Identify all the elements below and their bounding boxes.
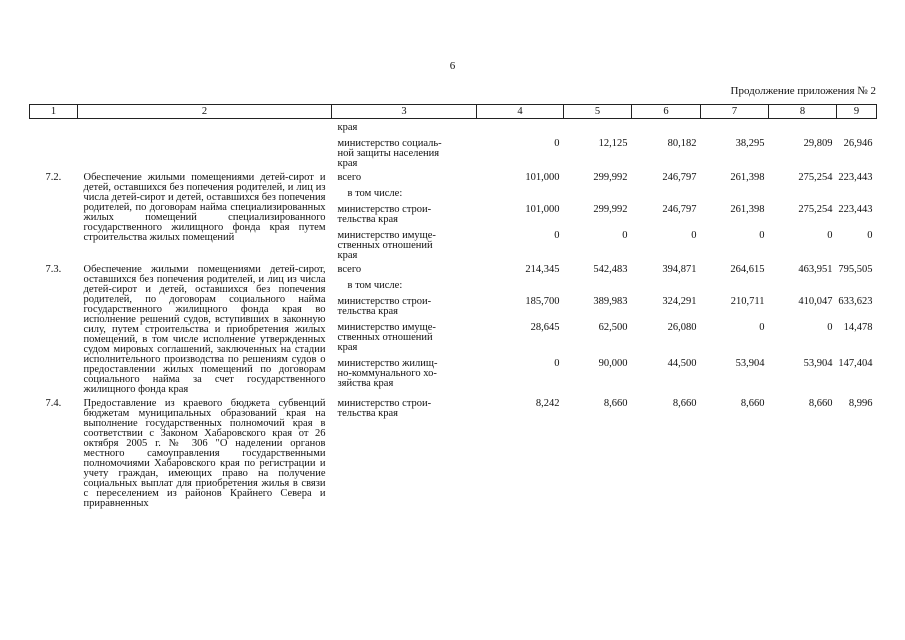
value-block: 264,615 [730, 264, 765, 275]
value-block: 44,500 [667, 358, 697, 369]
value-block [837, 281, 873, 291]
value-cell [769, 169, 837, 261]
value-spacer [632, 123, 697, 133]
table-row [30, 261, 877, 395]
item-description-cell [78, 119, 332, 170]
recipient-label: министерство имуще- ственных отношений края [337, 230, 436, 261]
recipient-cell [332, 119, 477, 170]
value-block [632, 281, 697, 291]
value-cell [477, 261, 564, 395]
item-number-cell: 7.3. [45, 264, 62, 275]
value-block: 8,242 [535, 398, 560, 409]
item-description-cell: Обеспечение жилыми помещениями детей-сирот и детей, оставшихся без попечения родителей, и лиц из числа детей-сирот и детей, оставшихся без попечения родителей, по договорам найма специализированных жилых помещений специализированного государственного жилищного фонда края путем строительства жилых помещений [83, 172, 326, 243]
value-block: 214,345 [525, 264, 560, 275]
value-block: 394,871 [662, 264, 697, 275]
recipient-label: министерство социаль- ной защиты населения края [337, 138, 442, 169]
value-block: 246,797 [662, 172, 697, 183]
value-cell [837, 395, 877, 509]
value-block: 185,700 [525, 296, 560, 307]
value-cell [632, 261, 701, 395]
value-block: 275,254 [798, 172, 833, 183]
value-block: 0 [554, 358, 560, 369]
column-header-2: 2 [78, 105, 332, 119]
value-block [564, 281, 628, 291]
value-block: 0 [827, 322, 833, 333]
value-cell [701, 261, 769, 395]
value-block: 29,809 [803, 138, 833, 149]
value-block: 261,398 [730, 172, 765, 183]
value-block: 8,660 [672, 398, 697, 409]
value-block: 62,500 [598, 322, 628, 333]
column-header-5: 5 [564, 105, 632, 119]
value-block: 53,904 [803, 358, 833, 369]
column-header-6: 6 [632, 105, 701, 119]
recipient-label: всего [337, 172, 362, 183]
column-header-7: 7 [701, 105, 769, 119]
value-cell [837, 261, 877, 395]
recipient-cell [332, 169, 477, 261]
item-number-cell [30, 119, 78, 170]
value-block: 223,443 [838, 172, 873, 183]
value-block: 26,080 [667, 322, 697, 333]
value-block [632, 189, 697, 199]
column-number-row [30, 105, 877, 119]
value-block [769, 281, 833, 291]
value-block: 795,505 [838, 264, 873, 275]
value-block: 210,711 [730, 296, 765, 307]
table-row [30, 395, 877, 509]
recipient-cell [332, 261, 477, 395]
value-block [701, 189, 765, 199]
value-block: 8,660 [808, 398, 833, 409]
value-spacer [837, 123, 873, 133]
value-block: 8,996 [848, 398, 873, 409]
value-block: 0 [759, 230, 765, 241]
value-cell [837, 169, 877, 261]
value-block: 12,125 [598, 138, 628, 149]
value-block: 26,946 [843, 138, 873, 149]
value-block: 542,483 [593, 264, 628, 275]
value-block: 38,295 [735, 138, 765, 149]
value-block [564, 189, 628, 199]
item-description-cell: Обеспечение жилыми помещениями детей-сирот, оставшихся без попечения родителей, и лиц из числа детей-сирот и детей, оставшихся без попечения родителей, по договорам социального найма государственного жилищного фонда края во исполнение решений судов, вступивших в законную силу, путем строительства и приобретения жилых помещений, в том числе исполнение утвержденных судом мировых соглашений, заключенных на стадии исполнительного производства по решениям судов о предоставлении жилых помещений по договорам социального найма за счет государственного жилищного фонда края [83, 264, 326, 395]
value-cell [564, 395, 632, 509]
value-block: 14,478 [843, 322, 873, 333]
value-cell [477, 395, 564, 509]
value-block: 246,797 [662, 204, 697, 215]
recipient-label: министерство жилищ- но-коммунального хо- зяйства края [337, 358, 438, 389]
value-cell [769, 261, 837, 395]
recipient-label: в том числе: [347, 280, 403, 291]
value-spacer [701, 123, 765, 133]
value-block: 275,254 [798, 204, 833, 215]
value-cell [632, 169, 701, 261]
recipient-label: министерство имуще- ственных отношений края [337, 322, 436, 353]
page-number: 6 [449, 60, 456, 72]
value-cell [564, 119, 632, 170]
value-block: 80,182 [667, 138, 697, 149]
value-cell [769, 119, 837, 170]
value-cell [632, 119, 701, 170]
column-header-8: 8 [769, 105, 837, 119]
value-cell [564, 169, 632, 261]
value-block [769, 189, 833, 199]
value-spacer [564, 123, 628, 133]
carried-over-text: края [337, 122, 358, 133]
recipient-label: всего [337, 264, 362, 275]
value-block: 28,645 [530, 322, 560, 333]
budget-table [29, 104, 877, 509]
value-cell [564, 261, 632, 395]
column-header-9: 9 [837, 105, 877, 119]
value-block: 223,443 [838, 204, 873, 215]
value-cell [701, 169, 769, 261]
value-block: 410,047 [798, 296, 833, 307]
value-block [837, 189, 873, 199]
value-block [477, 281, 560, 291]
value-block: 299,992 [593, 204, 628, 215]
column-header-1: 1 [30, 105, 78, 119]
recipient-label: министерство строи- тельства края [337, 204, 432, 225]
value-block: 633,623 [838, 296, 873, 307]
value-cell [769, 395, 837, 509]
value-cell [477, 119, 564, 170]
value-cell [701, 395, 769, 509]
recipient-cell [332, 395, 477, 509]
value-block: 0 [759, 322, 765, 333]
value-block [701, 281, 765, 291]
value-block: 90,000 [598, 358, 628, 369]
value-cell [701, 119, 769, 170]
value-block [477, 189, 560, 199]
value-block: 8,660 [603, 398, 628, 409]
table-row [30, 119, 877, 170]
value-block: 0 [827, 230, 833, 241]
value-block: 389,983 [593, 296, 628, 307]
item-description-cell: Предоставление из краевого бюджета субвенций бюджетам муниципальных образований края на выполнение государственных полномочий края в соответствии с Законом Хабаровского края от 26 октября 2005 г. № 306 "О наделении органов местного самоуправления государственными полномочиями Хабаровского края по регистрации и учету граждан, имеющих право на получение социальных выплат для приобретения жилья в связи с переселением из районов Крайнего Севера и приравненных [83, 398, 326, 509]
table-row [30, 169, 877, 261]
value-block: 261,398 [730, 204, 765, 215]
value-spacer [477, 123, 560, 133]
value-block: 0 [554, 230, 560, 241]
value-block: 0 [867, 230, 873, 241]
appendix-continuation-note: Продолжение приложения № 2 [730, 85, 876, 97]
column-header-3: 3 [332, 105, 477, 119]
value-block: 299,992 [593, 172, 628, 183]
value-block: 0 [622, 230, 628, 241]
value-block: 463,951 [798, 264, 833, 275]
item-number-cell: 7.4. [45, 398, 62, 409]
value-block: 8,660 [740, 398, 765, 409]
recipient-label: министерство строи- тельства края [337, 296, 432, 317]
value-block: 147,404 [838, 358, 873, 369]
column-header-4: 4 [477, 105, 564, 119]
item-number-cell: 7.2. [45, 172, 62, 183]
recipient-label: в том числе: [347, 188, 403, 199]
value-block: 53,904 [735, 358, 765, 369]
value-cell [477, 169, 564, 261]
value-spacer [769, 123, 833, 133]
value-block: 0 [691, 230, 697, 241]
value-cell [632, 395, 701, 509]
value-cell [837, 119, 877, 170]
value-block: 0 [554, 138, 560, 149]
recipient-label: министерство строи- тельства края [337, 398, 432, 419]
value-block: 324,291 [662, 296, 697, 307]
value-block: 101,000 [525, 172, 560, 183]
value-block: 101,000 [525, 204, 560, 215]
